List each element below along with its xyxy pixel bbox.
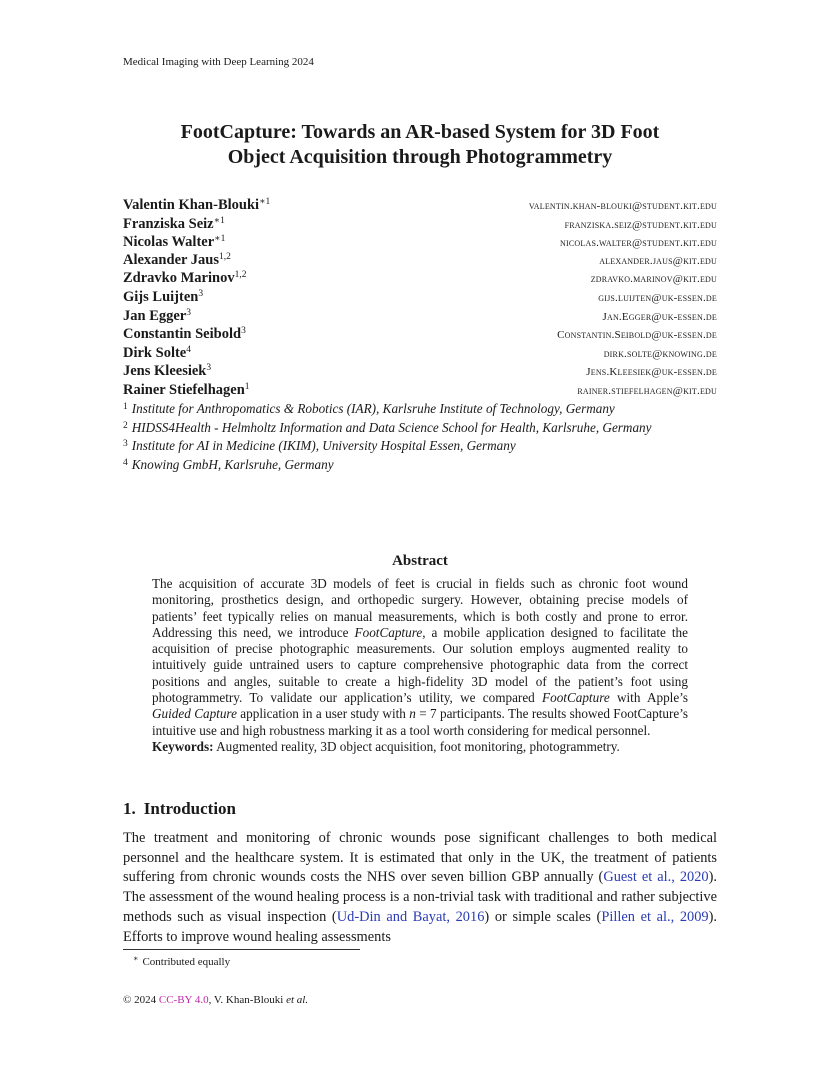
running-header: Medical Imaging with Deep Learning 2024 [123,56,314,68]
paper-title [100,120,740,170]
author-name: Jan Egger$^3$ [123,307,191,324]
keywords: Keywords: Augmented reality, 3D object acquisition, foot monitoring, photogrammetry. [152,738,620,754]
citation-link[interactable]: Guest et al., 2020 [603,869,709,886]
section-heading-introduction: 1. Introduction [123,799,237,818]
abstract-paragraph: The acquisition of accurate 3D models of feet is crucial in fields such as chronic foot wound monitoring, prosthetics design, and orthopedic surgery. However, obtaining precise models of patients’ feet typically relies on manual measurements, which is both costly and prone to error. Addressing this need, we introduce FootCapture, a mobile application designed to facilitate the acquisition of precise photographic measurements. Our solution employs augmented reality to intuitively guide untrained users to capture comprehensive photographic data from the correct positions and angles, suitable to create a high-fidelity 3D model of the patient’s foot using photogrammetry. To validate our application’s utility, we compared FootCapture with Apple’s Guided Capture application in a user study with n = 7 participants. The results showed FootCapture’s intuitive use and high robustness marking it as a tool worth considering for medical personnel. [152,576,689,738]
author-name: Valentin Khan-Blouki$^{∗1}$ [123,197,271,213]
affiliation-list [123,401,743,476]
author-name: Nicolas Walter$^{∗1}$ [123,234,226,251]
author-name: Franziska Seiz$^{∗1}$ [123,215,225,232]
author-name: Constantin Seibold$^3$ [123,326,246,343]
author-email: Jan.Egger@uk-essen.de [602,310,717,323]
author-name: Jens Kleesiek$^3$ [123,363,212,380]
author-row [123,270,717,289]
author-row [123,326,717,345]
author-row [123,196,717,215]
author-name: Dirk Solte$^4$ [123,344,191,361]
author-email: zdravko.marinov@kit.edu [590,273,717,286]
author-name: Rainer Stiefelhagen$^1$ [123,381,250,398]
author-name: Gijs Luijten$^3$ [123,288,204,305]
author-row [123,252,717,271]
author-email: gijs.luijten@uk-essen.de [598,291,717,304]
author-email: franziska.seiz@student.kit.edu [564,218,717,231]
author-email: valentin.khan-blouki@student.kit.edu [528,200,717,212]
author-row [123,363,717,382]
footnote-rule [123,949,360,950]
author-list [123,196,717,401]
abstract-body [152,576,688,755]
title-line-1: FootCapture: Towards an AR-based System for 3D Foot [180,121,660,143]
author-name: Alexander Jaus$^{1,2}$ [123,251,231,268]
author-email: nicolas.walter@student.kit.edu [560,237,717,250]
author-row [123,233,717,252]
author-row [123,289,717,308]
author-row [123,308,717,327]
affiliation: $^3$ Institute for AI in Medicine (IKIM), University Hospital Essen, Germany [123,438,516,454]
author-email: dirk.solte@knowing.de [603,347,717,360]
affiliation: $^2$ HIDSS4Health - Helmholtz Information and Data Science School for Health, Karlsruhe, Germany [123,419,652,435]
affiliation: $^4$ Knowing GmbH, Karlsruhe, Germany [123,457,334,473]
author-row [123,382,717,401]
author-email: Constantin.Seibold@uk-essen.de [557,329,717,342]
introduction-body [123,829,717,947]
author-email: Jens.Kleesiek@uk-essen.de [586,366,717,379]
author-row [123,345,717,364]
affiliation: $^1$ Institute for Anthropomatics & Robotics (IAR), Karlsruhe Institute of Technology, Germany [123,401,615,416]
copyright-line: © 2024 CC-BY 4.0, V. Khan-Blouki et al. [123,994,309,1006]
author-name: Zdravko Marinov$^{1,2}$ [123,270,247,287]
license-link[interactable]: CC-BY 4.0 [158,994,209,1006]
author-email: rainer.stiefelhagen@kit.edu [577,384,717,397]
copyright-icon: © [123,994,132,1006]
title-line-2: Object Acquisition through Photogrammetry [227,146,613,168]
author-row [123,215,717,234]
abstract-heading: Abstract [392,553,448,569]
author-email: alexander.jaus@kit.edu [599,254,717,267]
introduction-paragraph: The treatment and monitoring of chronic wounds pose significant challenges to both medical personnel and the healthcare system. It is estimated that only in the UK, the treatment of patients suffering from chronic wounds costs the NHS over seven billion GBP annually (Guest et al., 2020). The assessment of the wound healing process is a non-trivial task with traditional and rather subjective methods such as visual inspection (Ud-Din and Bayat, 2016) or simple scales (Pillen et al., 2009). Efforts to improve wound healing assessments [123,830,718,945]
citation-link[interactable]: Pillen et al., 2009 [601,908,709,925]
footnote: ∗ Contributed equally [133,954,231,968]
citation-link[interactable]: Ud-Din and Bayat, 2016 [336,908,485,925]
